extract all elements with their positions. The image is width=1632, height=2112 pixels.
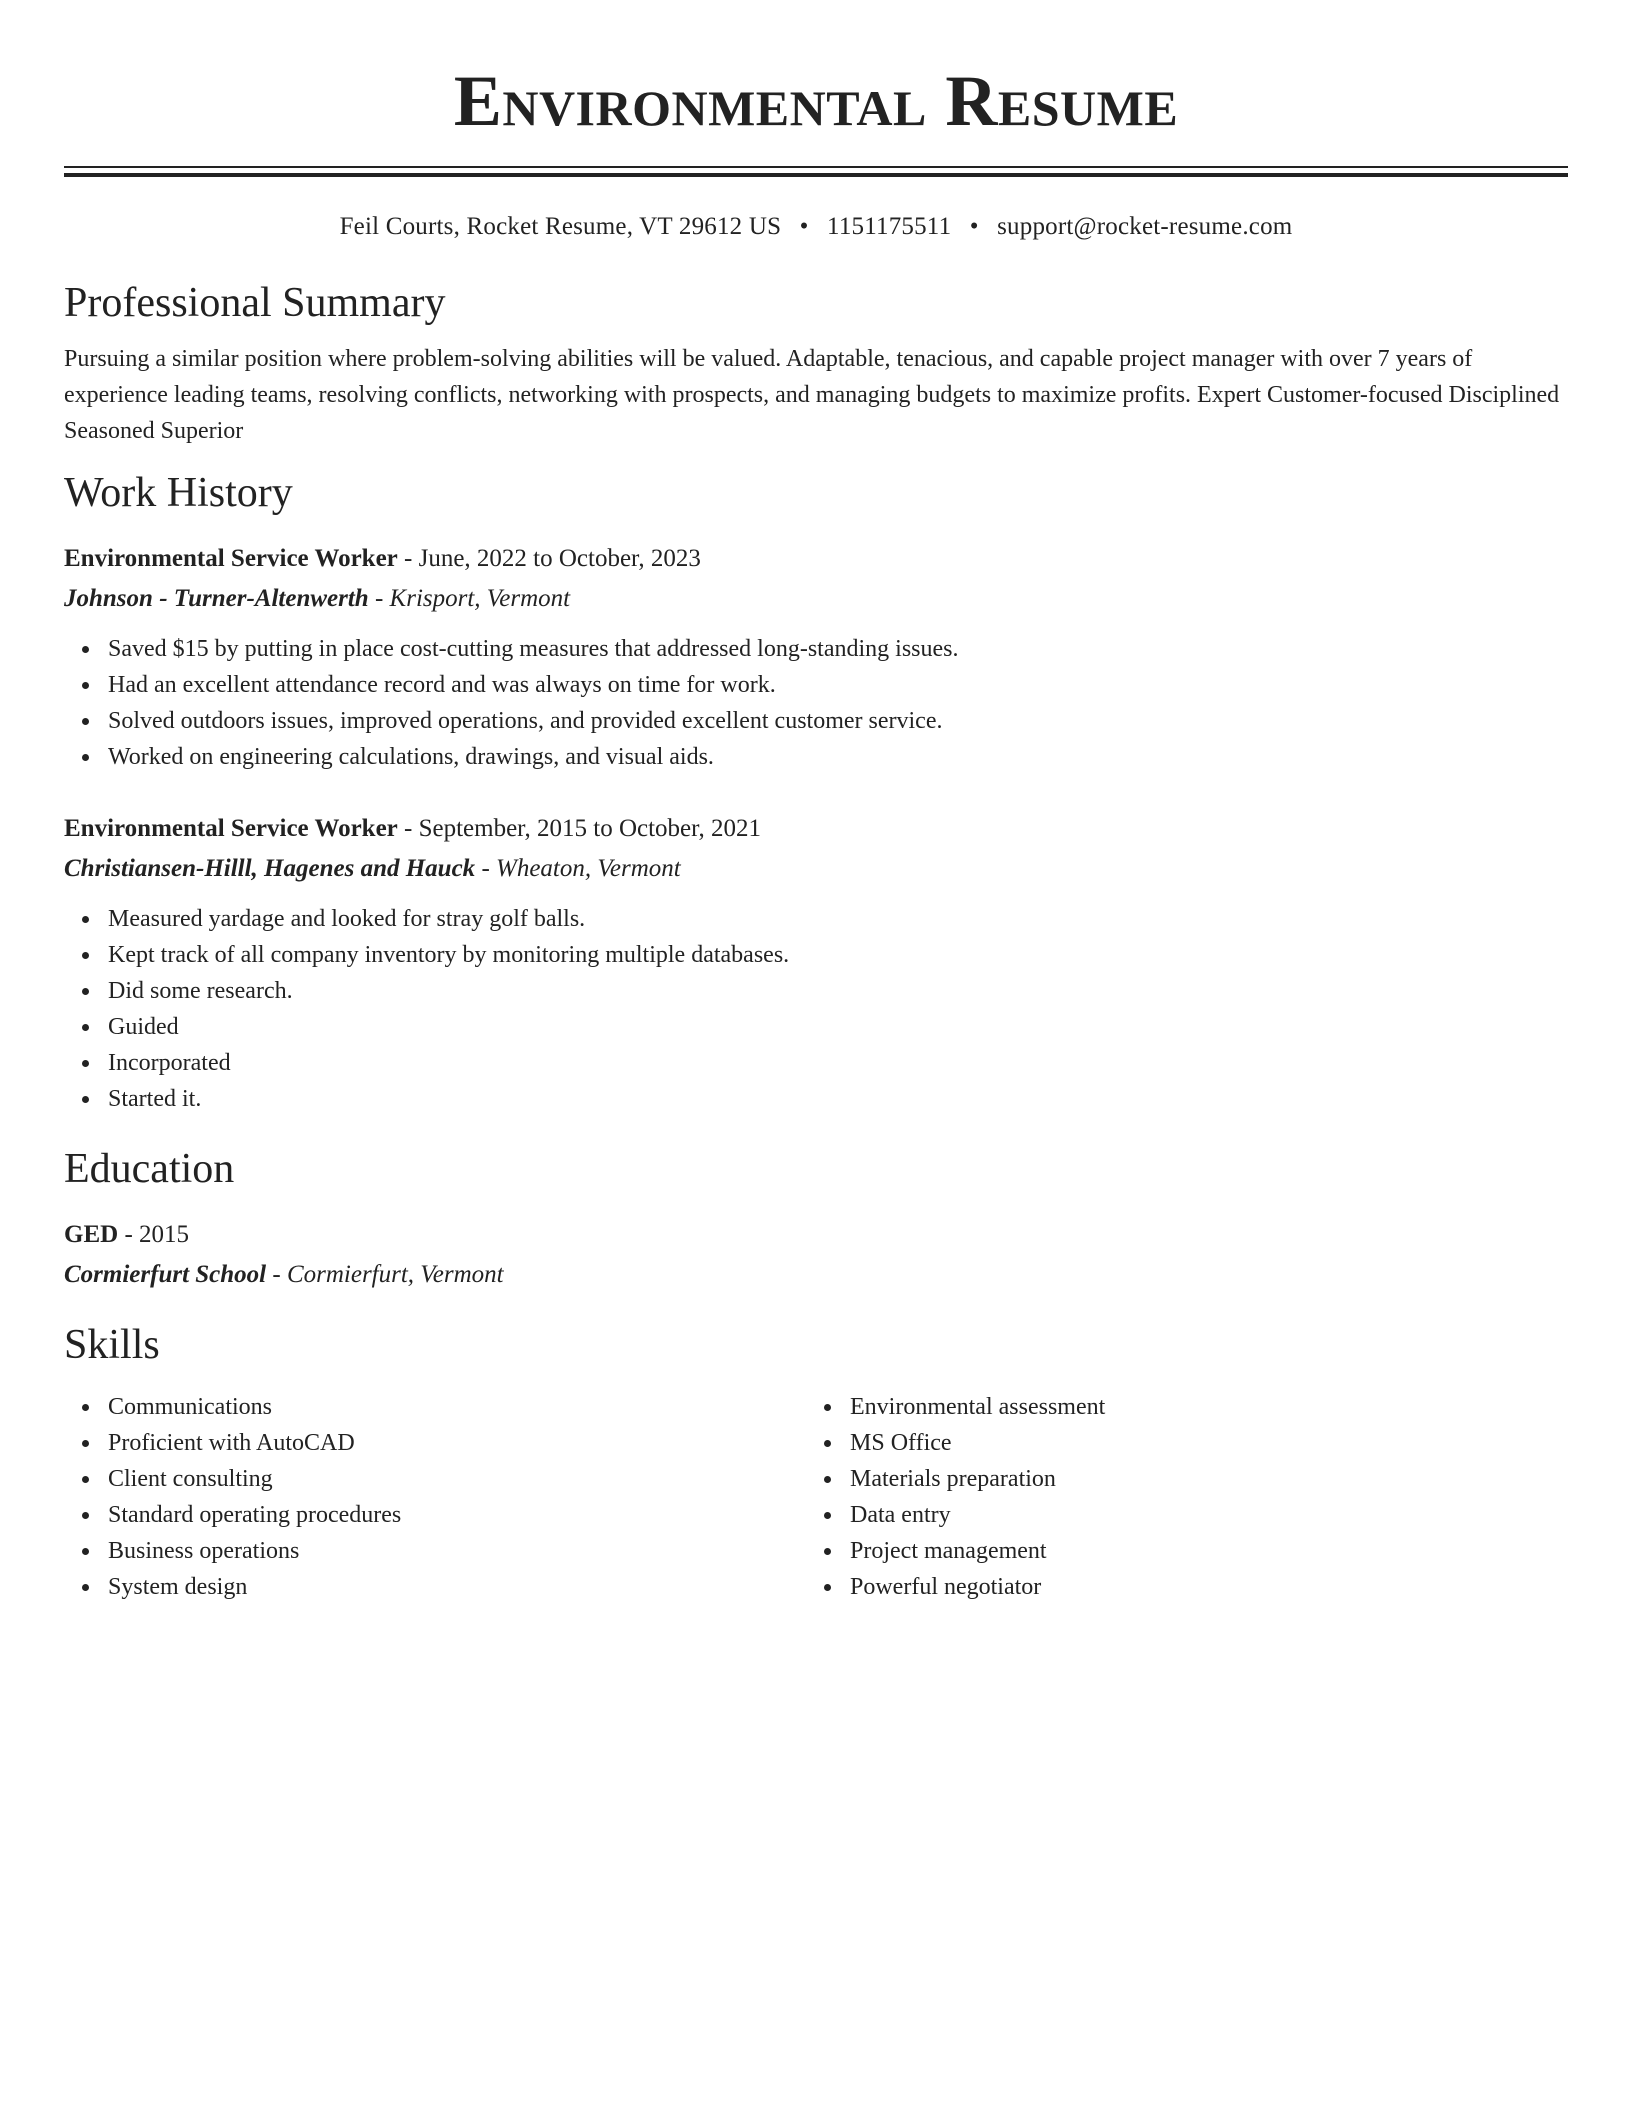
job-employer xyxy=(64,851,1568,887)
summary-text: Pursuing a similar position where problem-solving abilities will be valued. Adaptable, tenacious, and capable project manager with over 7 years of experience leading teams, resolving conflicts, networking with prospects, and managing budgets to maximize profits. Expert Customer-focused Disciplined Seasoned Superior xyxy=(64,346,1560,444)
list-item: Saved $15 by putting in place cost-cutting measures that addressed long-standing issues. xyxy=(108,631,1568,667)
skills-heading: Skills xyxy=(64,1322,160,1368)
job-dates: - September, 2015 to October, 2021 xyxy=(397,815,761,842)
education-degree-line xyxy=(64,1217,1568,1253)
education-degree: GED xyxy=(64,1221,119,1248)
resume-page xyxy=(64,0,1568,1605)
list-item: Environmental assessment xyxy=(850,1389,1548,1425)
skills-list xyxy=(64,1389,806,1605)
education-location: - Cormierfurt, Vermont xyxy=(266,1261,504,1288)
list-item: Solved outdoors issues, improved operations, and provided excellent customer service. xyxy=(108,703,1568,739)
list-item: Powerful negotiator xyxy=(850,1569,1548,1605)
contact-separator: • xyxy=(799,213,809,240)
list-item: Incorporated xyxy=(108,1045,1568,1081)
contact-phone: 1151175511 xyxy=(827,213,952,240)
title-divider-thick xyxy=(64,173,1568,177)
list-item: Standard operating procedures xyxy=(108,1497,806,1533)
job-company: Christiansen-Hilll, Hagenes and Hauck xyxy=(64,855,476,882)
contact-separator: • xyxy=(969,213,979,240)
job-title: Environmental Service Worker xyxy=(64,815,398,842)
education-year: - 2015 xyxy=(118,1221,190,1248)
list-item: Materials preparation xyxy=(850,1461,1548,1497)
education-heading: Education xyxy=(64,1146,235,1192)
education-school: Cormierfurt School xyxy=(64,1261,267,1288)
work-history-heading: Work History xyxy=(64,470,293,516)
list-item: Started it. xyxy=(108,1081,1568,1117)
education-school-line xyxy=(64,1257,1568,1293)
contact-address: Feil Courts, Rocket Resume, VT 29612 US xyxy=(339,213,782,240)
list-item: Worked on engineering calculations, drawings, and visual aids. xyxy=(108,739,1568,775)
job-company: Johnson - Turner-Altenwerth xyxy=(64,585,369,612)
skills-column-left xyxy=(64,1389,806,1605)
job-location: - Krisport, Vermont xyxy=(368,585,571,612)
job-entry xyxy=(64,811,1568,1117)
list-item: Kept track of all company inventory by monitoring multiple databases. xyxy=(108,937,1568,973)
job-title: Environmental Service Worker xyxy=(64,545,398,572)
list-item: Communications xyxy=(108,1389,806,1425)
list-item: Had an excellent attendance record and was always on time for work. xyxy=(108,667,1568,703)
list-item: MS Office xyxy=(850,1425,1548,1461)
list-item: Business operations xyxy=(108,1533,806,1569)
list-item: Data entry xyxy=(850,1497,1548,1533)
list-item: Project management xyxy=(850,1533,1548,1569)
list-item: Measured yardage and looked for stray golf balls. xyxy=(108,901,1568,937)
job-duties-list xyxy=(64,901,1568,1117)
job-duties-list xyxy=(64,631,1568,775)
contact-email: support@rocket-resume.com xyxy=(997,213,1293,240)
skills-column-right xyxy=(806,1389,1548,1605)
job-header xyxy=(64,811,1568,847)
job-dates: - June, 2022 to October, 2023 xyxy=(397,545,701,572)
summary-heading: Professional Summary xyxy=(64,280,446,326)
list-item: Proficient with AutoCAD xyxy=(108,1425,806,1461)
list-item: System design xyxy=(108,1569,806,1605)
list-item: Guided xyxy=(108,1009,1568,1045)
job-header xyxy=(64,541,1568,577)
contact-line xyxy=(64,211,1568,243)
skills-list xyxy=(806,1389,1548,1605)
job-location: - Wheaton, Vermont xyxy=(475,855,681,882)
resume-title: Environmental Resume xyxy=(453,61,1179,141)
skills-grid xyxy=(64,1389,1568,1605)
list-item: Client consulting xyxy=(108,1461,806,1497)
job-employer xyxy=(64,581,1568,617)
title-divider-thin xyxy=(64,166,1568,168)
list-item: Did some research. xyxy=(108,973,1568,1009)
job-entry xyxy=(64,541,1568,775)
